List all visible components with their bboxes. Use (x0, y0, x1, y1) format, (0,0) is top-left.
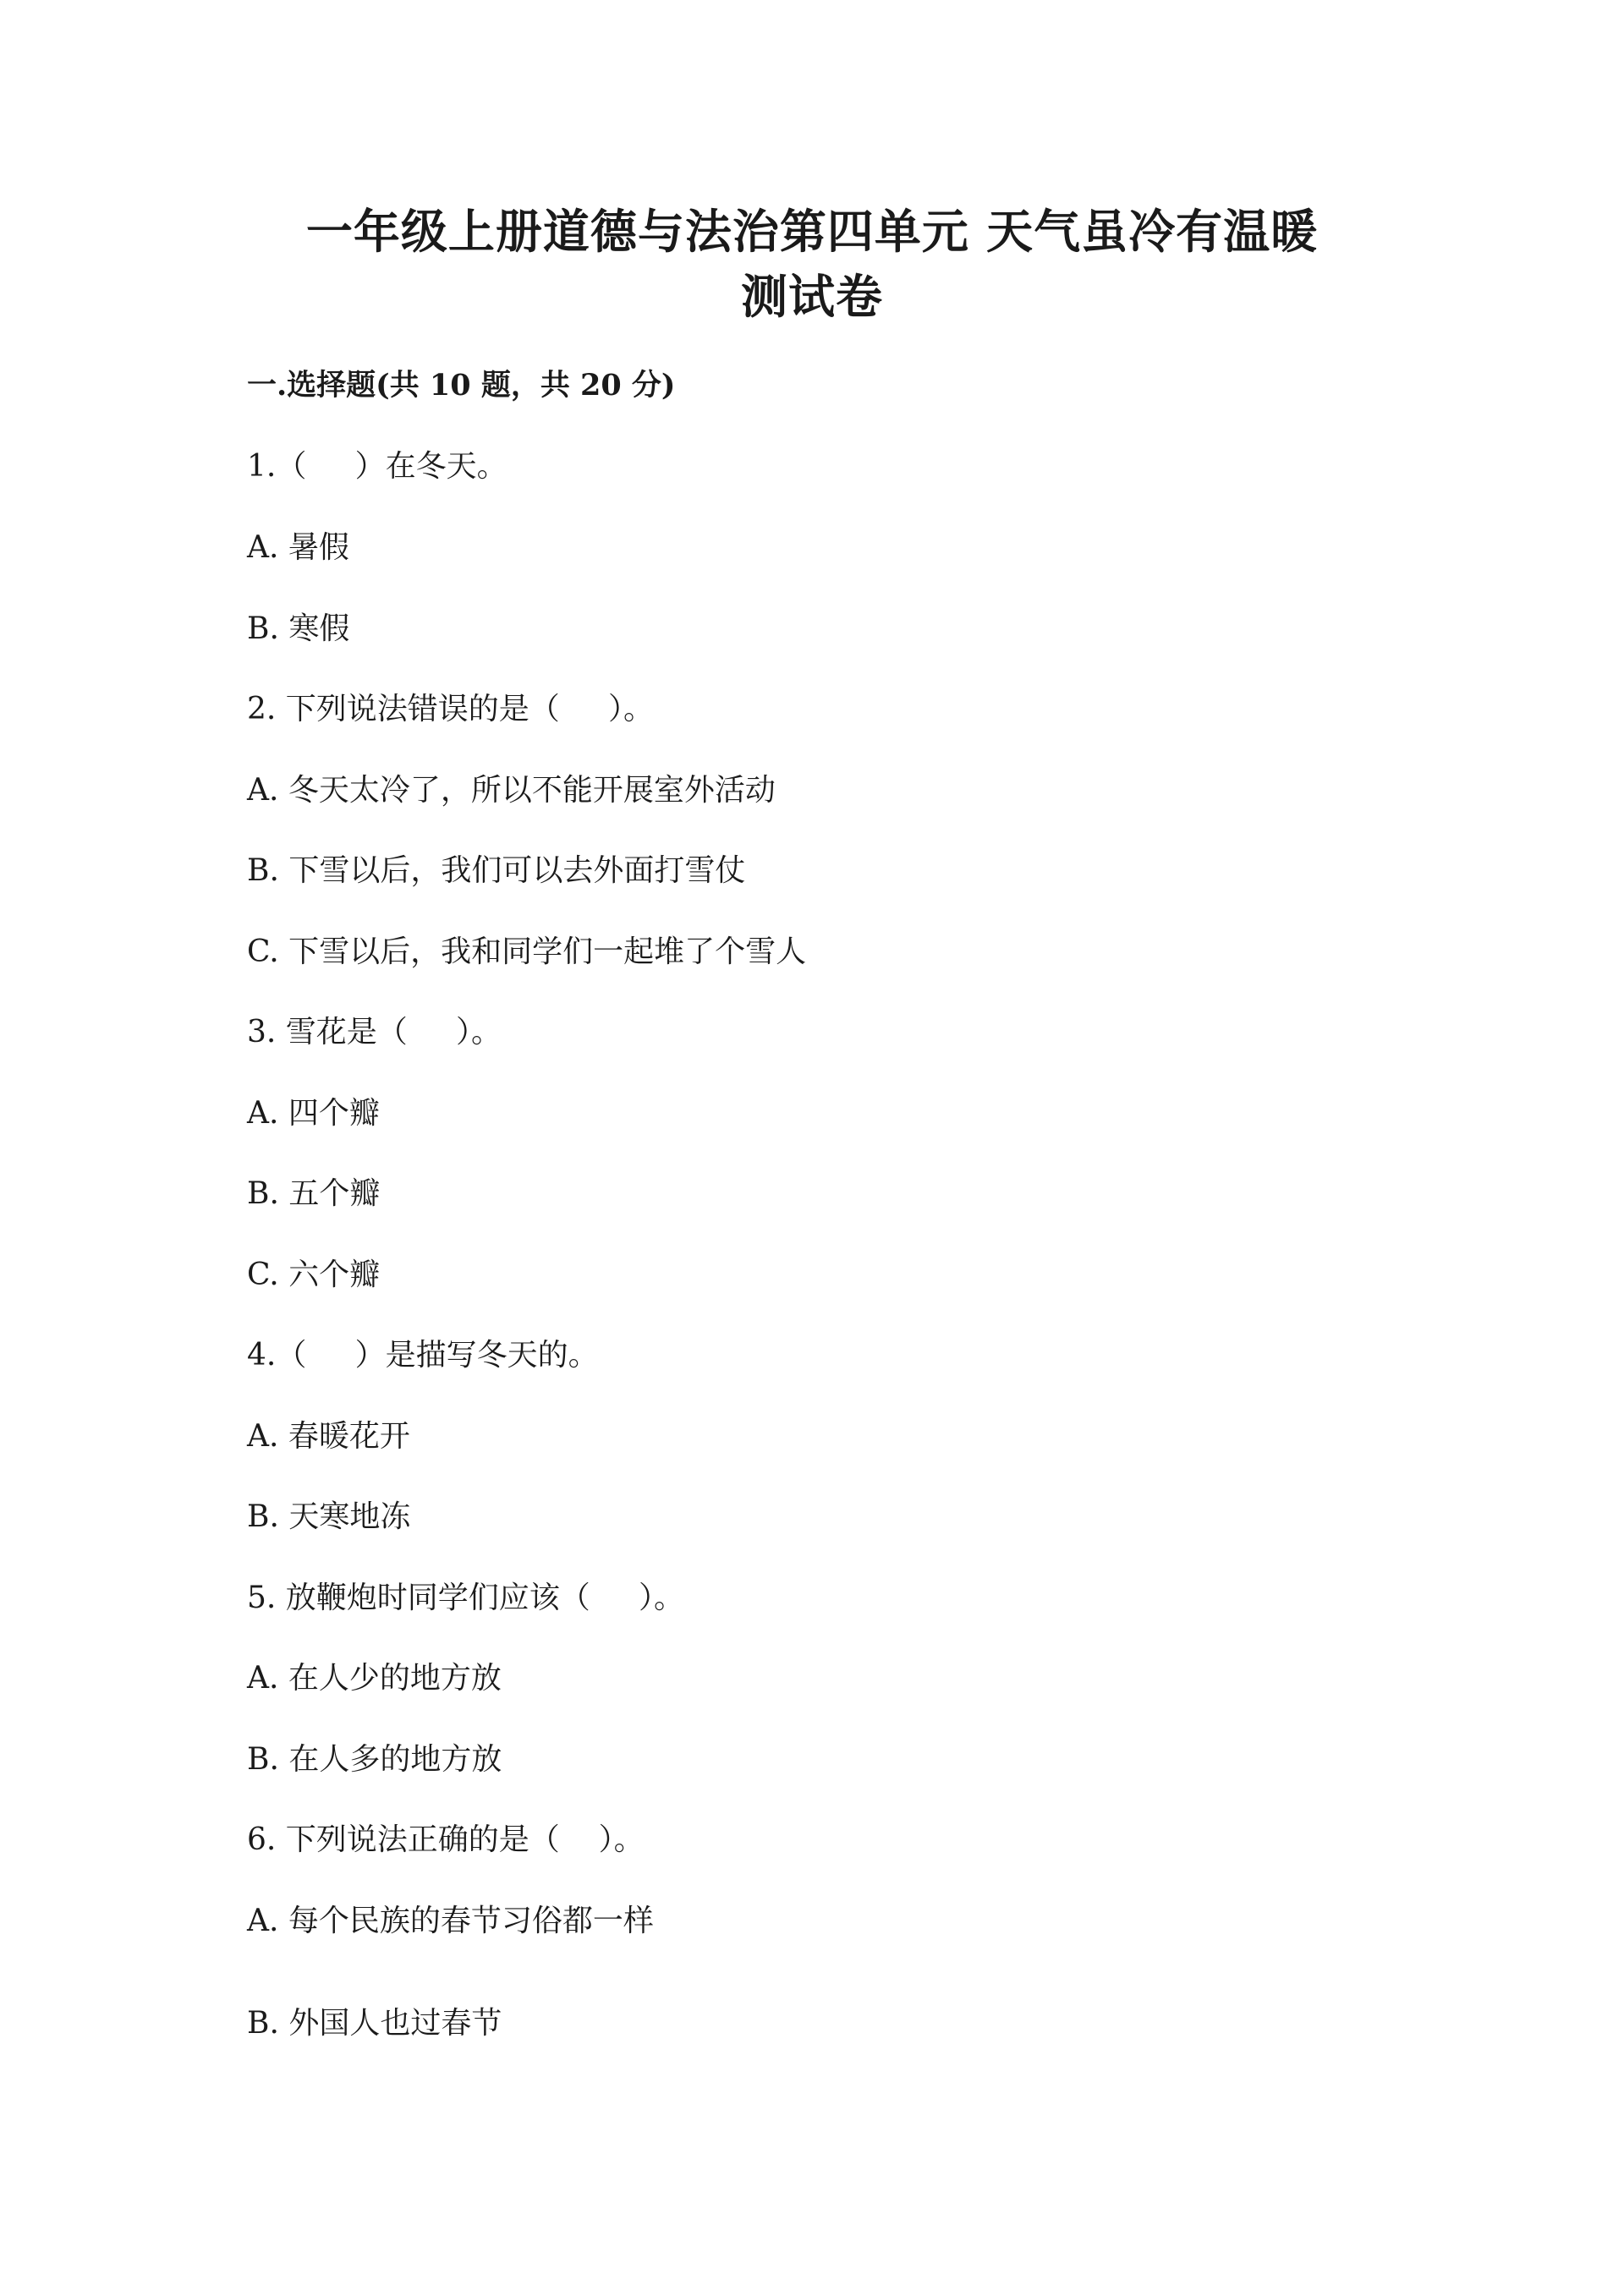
section-heading-multiple-choice: 一.选择题(共 10 题，共 20 分) (247, 368, 676, 403)
question-3-option-b: B. 五个瓣 (247, 1176, 381, 1211)
question-6-option-a: A. 每个民族的春节习俗都一样 (247, 1904, 654, 1938)
question-6-option-b: B. 外国人也过春节 (247, 2006, 502, 2041)
question-6-stem: 6. 下列说法正确的是（ ）。 (247, 1822, 645, 1857)
question-2-option-b: B. 下雪以后，我们可以去外面打雪仗 (247, 853, 746, 888)
question-2-stem: 2. 下列说法错误的是（ ）。 (247, 692, 655, 726)
question-3-option-c: C. 六个瓣 (247, 1258, 381, 1292)
question-3-option-a: A. 四个瓣 (247, 1096, 380, 1131)
question-5-option-a: A. 在人少的地方放 (247, 1661, 502, 1696)
question-4-option-b: B. 天寒地冻 (247, 1499, 411, 1534)
page-title-line-2: 测试卷 (740, 269, 883, 324)
question-1-option-b: B. 寒假 (247, 611, 350, 646)
question-2-option-a: A. 冬天太冷了，所以不能开展室外活动 (247, 773, 776, 808)
question-1-stem: 1.（ ）在冬天。 (247, 449, 508, 484)
question-1-option-a: A. 暑假 (247, 530, 349, 565)
question-4-option-a: A. 春暖花开 (247, 1419, 410, 1454)
question-5-option-b: B. 在人多的地方放 (247, 1742, 502, 1777)
question-3-stem: 3. 雪花是（ ）。 (247, 1015, 502, 1049)
page-title-line-1: 一年级上册道德与法治第四单元 天气虽冷有温暖 (305, 204, 1319, 259)
question-5-stem: 5. 放鞭炮时同学们应该（ ）。 (247, 1581, 685, 1615)
question-4-stem: 4.（ ）是描写冬天的。 (247, 1338, 599, 1373)
question-2-option-c: C. 下雪以后，我和同学们一起堆了个雪人 (247, 934, 807, 969)
